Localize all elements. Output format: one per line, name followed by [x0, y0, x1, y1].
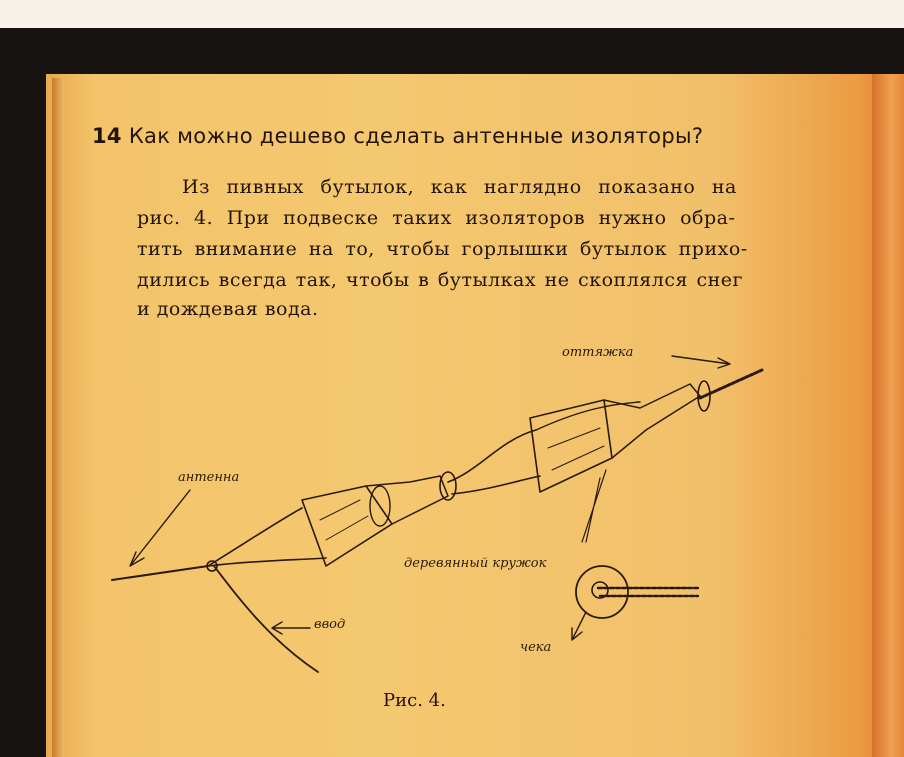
right-bottle [530, 381, 710, 492]
answer-line-4: дились всегда так, чтобы в бутылках не скоплялся снег [137, 269, 744, 291]
label-wooden-ring: деревянный кружок [404, 556, 547, 571]
wire-to-neck [536, 402, 640, 430]
answer-line-2: рис. 4. При подвеске таких изоляторов нужно обра- [137, 207, 736, 229]
wire-loop-upper [208, 508, 302, 566]
antenna-wire-main [112, 566, 208, 580]
wire-bottle-link-a [448, 430, 536, 482]
question-title: Как можно дешево сделать антенные изоляторы? [128, 124, 704, 148]
label-lead-in: ввод [314, 617, 346, 632]
wire-loop-lower [208, 558, 326, 566]
answer-line-3: тить внимание на то, чтобы горлышки бутылок прихо- [137, 238, 748, 260]
label-antenna: антенна [178, 470, 240, 485]
label-pin: чека [520, 640, 552, 655]
lead-in-arrow [272, 622, 310, 634]
label-guy-wire: оттяжка [562, 345, 634, 360]
wire-bottle-link-b [452, 476, 540, 494]
middle-bottle [302, 472, 456, 566]
ring-arrows [582, 470, 606, 542]
answer-line-5: и дождевая вода. [137, 298, 319, 320]
question-number: 14 [92, 124, 122, 148]
pin-arrow [572, 612, 586, 640]
antenna-arrow [130, 490, 190, 566]
wooden-disc-detail [576, 566, 700, 618]
answer-line-1: Из пивных бутылок, как наглядно показано на [182, 176, 737, 198]
guy-wire-arrow [672, 356, 730, 368]
lead-in-wire [214, 566, 318, 672]
figure-caption: Рис. 4. [383, 690, 446, 711]
